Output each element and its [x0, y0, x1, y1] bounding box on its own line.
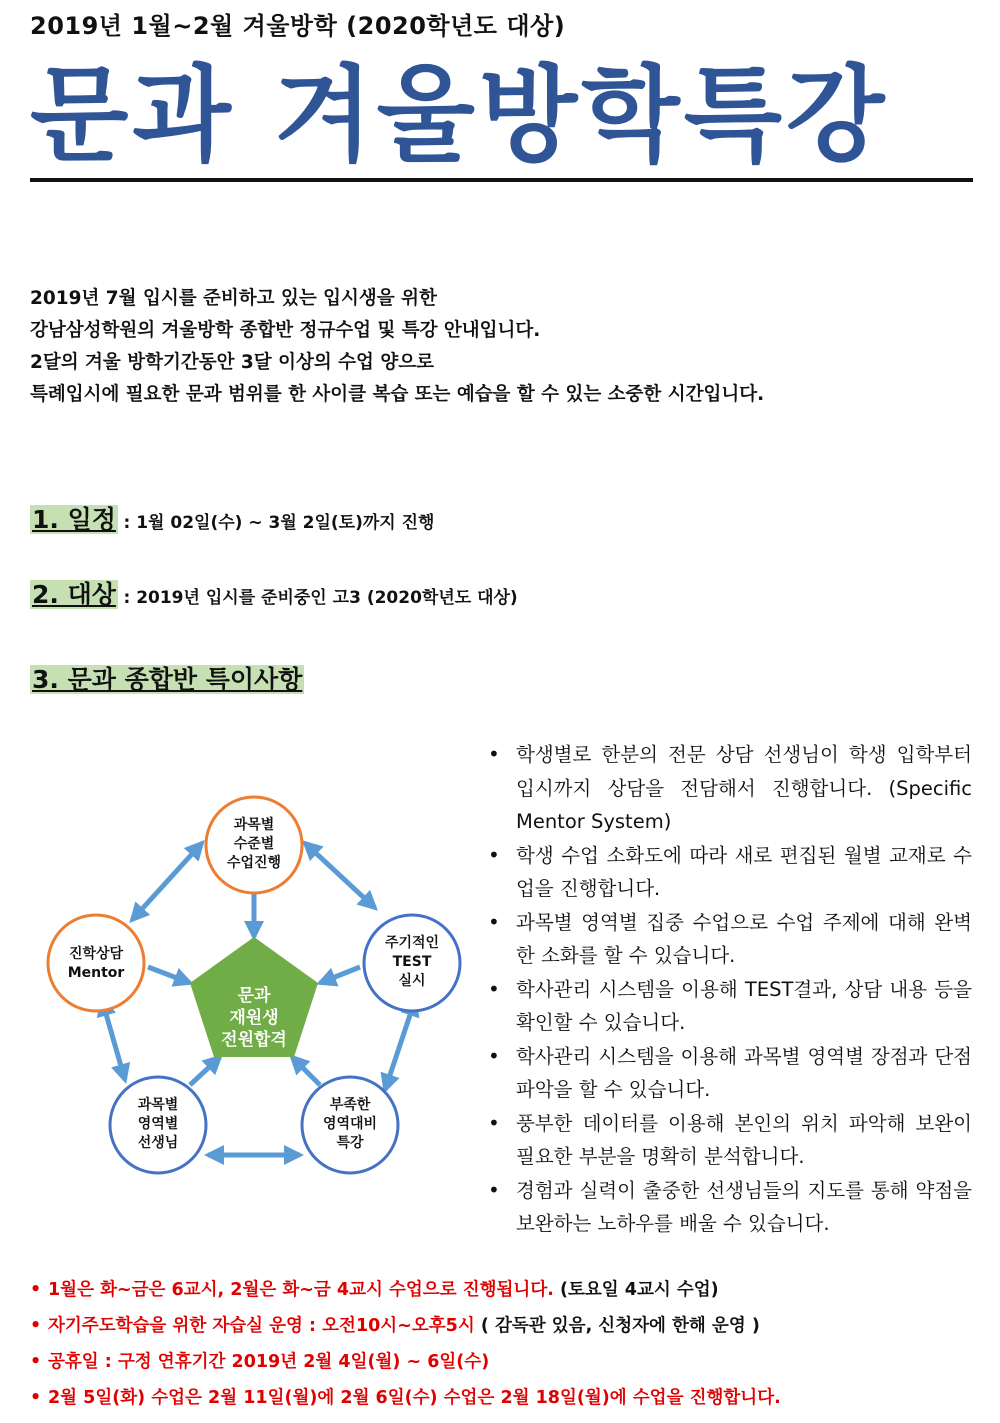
section-heading: 2. 대상 [32, 580, 116, 609]
intro-line: 2달의 겨울 방학기간동안 3달 이상의 수업 양으로 [30, 352, 434, 373]
list-item: • 학생 수업 소화도에 따라 새로 편집된 월별 교재로 수업을 진행합니다. [482, 839, 972, 906]
arrow-top-left [132, 843, 202, 920]
right-label-1: 주기적인 [384, 935, 440, 951]
center-label-2: 재원생 [229, 1008, 279, 1028]
arrow-left-bottomleft [102, 1000, 125, 1080]
features-diagram [30, 795, 470, 1185]
arrow-right-center [320, 967, 360, 983]
arrow-left-center [148, 967, 190, 983]
section-heading: 1. 일정 [32, 505, 116, 534]
list-item: • 학사관리 시스템을 이용해 TEST결과, 상담 내용 등을 확인할 수 있습니다. [482, 973, 972, 1040]
intro-line: 2019년 7월 입시를 준비하고 있는 입시생을 위한 [30, 288, 437, 309]
arrow-bottomleft-center [190, 1057, 220, 1085]
top-label-2: 수준별 [233, 836, 275, 852]
note-extra: (토요일 4교시 수업) [553, 1280, 719, 1300]
section-schedule [30, 500, 434, 536]
top-label-1: 과목별 [233, 817, 275, 833]
note-item: • 공휴일 : 구정 연휴기간 2019년 2월 4일(월) ~ 6일(수) [30, 1352, 490, 1372]
right-label-3: 실시 [398, 973, 426, 989]
intro-line: 강남삼성학원의 겨울방학 종합반 정규수업 및 특강 안내입니다. [30, 320, 541, 341]
left-label-2: Mentor [67, 965, 125, 981]
arrow-bottomright-center [292, 1057, 320, 1085]
note-item: • 자기주도학습을 위한 자습실 운영 : 오전10시~오후5시 ( 감독관 있음, 신청자에 한해 운영 ) [30, 1316, 760, 1336]
bottom-right-label-3: 특강 [336, 1135, 364, 1151]
section-features [30, 660, 304, 696]
list-item: • 경험과 실력이 출중한 선생님들의 지도를 통해 약점을 보완하는 노하우를 배울 수 있습니다. [482, 1174, 972, 1241]
note-highlight: 자기주도학습을 위한 자습실 운영 : 오전10시~오후5시 [48, 1316, 475, 1336]
note-item: • 1월은 화~금은 6교시, 2월은 화~금 4교시 수업으로 진행됩니다. (토요일 4교시 수업) [30, 1280, 719, 1300]
list-item: • 학사관리 시스템을 이용해 과목별 영역별 장점과 단점 파악을 할 수 있습니다. [482, 1040, 972, 1107]
note-highlight: 1월은 화~금은 6교시, 2월은 화~금 4교시 수업으로 진행됩니다. [48, 1280, 554, 1300]
section-target [30, 575, 518, 611]
features-list [482, 738, 972, 1241]
center-label-3: 전원합격 [221, 1030, 287, 1050]
left-label-1: 진학상담 [68, 946, 124, 962]
bottom-right-label-2: 영역대비 [322, 1116, 378, 1132]
list-item: • 풍부한 데이터를 이용해 본인의 위치 파악해 보완이 필요한 부분을 명확히 분석합니다. [482, 1107, 972, 1174]
intro-line: 특례입시에 필요한 문과 범위를 한 사이클 복습 또는 예습을 할 수 있는 소중한 시간입니다. [30, 384, 765, 405]
arrow-top-right [305, 843, 375, 908]
right-label-2: TEST [392, 954, 432, 970]
bottom-left-label-1: 과목별 [137, 1097, 179, 1113]
top-label-3: 수업진행 [226, 855, 282, 871]
list-item: • 학생별로 한분의 전문 상담 선생님이 학생 입학부터 입시까지 상담을 전담해서 진행합니다. (Specific Mentor System) [482, 738, 972, 839]
center-label-1: 문과 [237, 986, 271, 1006]
arrow-right-bottomright [385, 1000, 415, 1090]
note-highlight: 2월 5일(화) 수업은 2월 11일(월)에 2월 6일(수) 수업은 2월 18일(월)에 수업을 진행합니다. [48, 1388, 781, 1408]
list-item: • 과목별 영역별 집중 수업으로 수업 주제에 대해 완벽한 소화를 할 수 있습니다. [482, 906, 972, 973]
section-text: : 2019년 입시를 준비중인 고3 (2020학년도 대상) [123, 588, 518, 608]
intro-paragraph [30, 283, 980, 411]
bottom-right-label-1: 부족한 [329, 1097, 371, 1113]
note-highlight: 공휴일 : 구정 연휴기간 2019년 2월 4일(월) ~ 6일(수) [48, 1352, 490, 1372]
notes-list [30, 1272, 985, 1416]
page-title: 문과 겨울방학특강 [30, 54, 889, 176]
section-text: : 1월 02일(수) ~ 3월 2일(토)까지 진행 [123, 513, 435, 533]
circle-left [48, 915, 144, 1011]
note-item: • 2월 5일(화) 수업은 2월 11일(월)에 2월 6일(수) 수업은 2월 18일(월)에 수업을 진행합니다. [30, 1388, 781, 1408]
bottom-left-label-2: 영역별 [137, 1116, 179, 1132]
subtitle: 2019년 1월~2월 겨울방학 (2020학년도 대상) [30, 12, 566, 40]
section-heading: 3. 문과 종합반 특이사항 [32, 665, 303, 694]
bottom-left-label-3: 선생님 [137, 1135, 179, 1151]
title-divider [30, 178, 973, 182]
note-extra: ( 감독관 있음, 신청자에 한해 운영 ) [474, 1316, 760, 1336]
